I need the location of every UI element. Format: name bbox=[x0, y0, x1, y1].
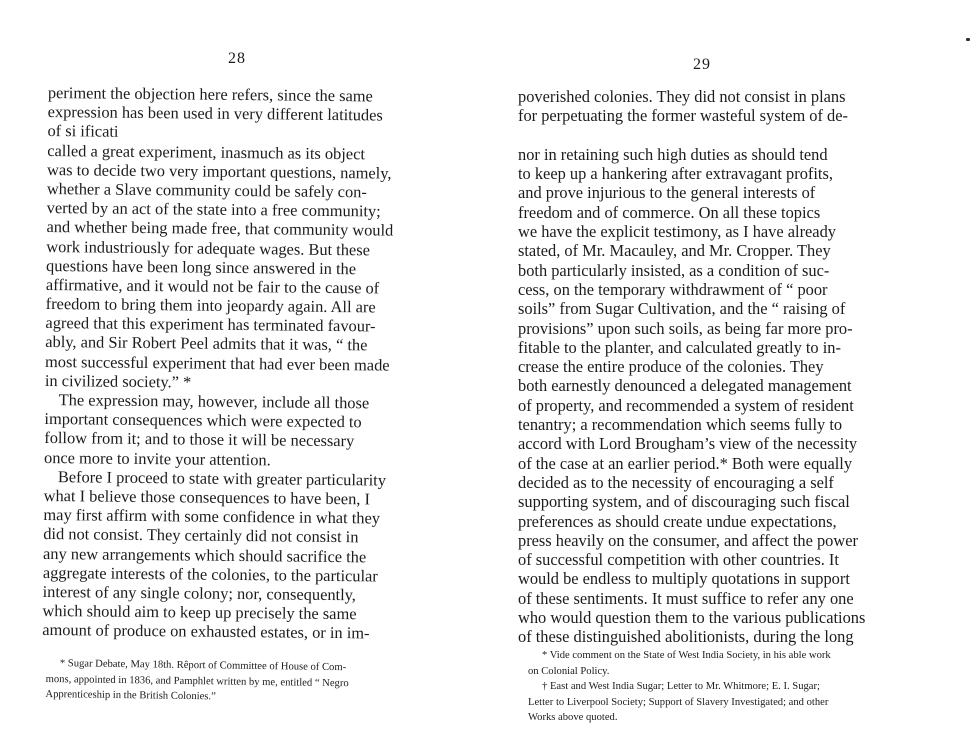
text-line: of these distinguished abolitionists, during the long bbox=[518, 627, 854, 647]
text-line: questions have been long since answered in the bbox=[45, 255, 357, 278]
text-line: supporting system, and of discouraging such fiscal bbox=[518, 492, 850, 512]
text-line: in civilized society.” * bbox=[44, 370, 192, 392]
text-line: work industriously for adequate wages. But these bbox=[46, 236, 371, 259]
text-line: of the case at an earlier period.* Both were equally bbox=[518, 453, 853, 473]
text-line: The expression may, however, include all those bbox=[58, 390, 370, 413]
text-line: follow from it; and to those it will be necessary bbox=[44, 428, 355, 451]
text-line: of successful competition with other countries. It bbox=[518, 550, 839, 570]
text-line: any new arrangements which should sacrifice the bbox=[42, 543, 367, 566]
footnote-line: on Colonial Policy. bbox=[528, 665, 610, 677]
footnotes bbox=[528, 648, 908, 726]
page-body bbox=[518, 87, 908, 647]
text-line: would be endless to multiply quotations in support bbox=[518, 569, 850, 589]
text-line: stated, of Mr. Macauley, and Mr. Cropper. They bbox=[518, 241, 831, 261]
text-line: both particularly insisted, as a condition of suc- bbox=[518, 260, 830, 280]
footnotes bbox=[45, 656, 426, 708]
text-line bbox=[518, 126, 908, 145]
text-line: once more to invite your attention. bbox=[43, 447, 271, 469]
text-line: of these sentiments. It must suffice to refer any one bbox=[518, 588, 854, 608]
text-line: which should aim to keep up precisely the same bbox=[42, 601, 357, 624]
footnote-line: Letter to Liverpool Society; Support of Slavery Investigated; and other bbox=[528, 696, 829, 708]
text-line: crease the entire produce of the colonies. They bbox=[518, 357, 824, 377]
text-line: freedom to bring them into jeopardy again. All are bbox=[45, 294, 376, 317]
text-line: accord with Lord Brougham’s view of the necessity bbox=[518, 434, 858, 454]
text-line: both earnestly denounced a delegated management bbox=[518, 376, 852, 396]
page-body bbox=[42, 83, 428, 643]
text-line: aggregate interests of the colonies, to the particular bbox=[42, 562, 378, 586]
text-line: interest of any single colony; nor, consequently, bbox=[42, 581, 357, 605]
footnote-line: † East and West India Sugar; Letter to Mr. Whitmore; E. I. Sugar; bbox=[542, 681, 820, 693]
text-line: did not consist. They certainly did not consist in bbox=[43, 524, 359, 547]
scan-speck bbox=[966, 38, 970, 41]
footnote-line: * Vide comment on the State of West India Society, in his able work bbox=[542, 650, 831, 661]
text-line: nor in retaining such high duties as should tend bbox=[518, 144, 828, 164]
text-line: press heavily on the consumer, and affect the power bbox=[518, 530, 858, 550]
text-line: periment the objection here refers, since the same bbox=[47, 83, 373, 106]
text-line: who would question them to the various publications bbox=[518, 608, 866, 628]
page-number: 28 bbox=[228, 50, 246, 67]
text-line: expression has been used in very different latitudes bbox=[47, 102, 383, 125]
text-line: and prove injurious to the general interests of bbox=[518, 183, 816, 203]
page-number: 29 bbox=[693, 56, 711, 73]
text-line: ably, and Sir Robert Peel admits that it was, “ the bbox=[45, 332, 368, 355]
text-line: we have the explicit testimony, as I have already bbox=[518, 222, 836, 242]
text-line: Before I proceed to state with greater particularity bbox=[57, 466, 387, 490]
footnote-line: Works above quoted. bbox=[528, 712, 618, 724]
text-line: for perpetuating the former wasteful system of de- bbox=[518, 106, 848, 126]
right-page bbox=[490, 0, 980, 750]
text-line: most successful experiment that had ever been made bbox=[44, 351, 390, 375]
text-line: whether a Slave community could be safely con- bbox=[46, 178, 367, 202]
text-line: affirmative, and it would not be fair to the cause of bbox=[45, 274, 380, 298]
text-line: decided as to the necessity of encouraging a self bbox=[518, 472, 834, 492]
text-line: what I believe those consequences to have been, I bbox=[43, 485, 371, 509]
text-line: important consequences which were expected to bbox=[44, 409, 362, 432]
text-line: cess, on the temporary withdrawment of “ poor bbox=[518, 279, 828, 299]
footnote-line: mons, appointed in 1836, and Pamphlet written by me, entitled “ Negro bbox=[45, 673, 349, 689]
text-line: of si ificati bbox=[47, 121, 119, 142]
footnote-line: Apprenticeship in the British Colonies.” bbox=[45, 689, 216, 703]
text-line: and whether being made free, that community would bbox=[46, 217, 394, 240]
text-line: poverished colonies. They did not consist in plans bbox=[518, 87, 846, 106]
text-line: tenantry; a recommendation which seems fully to bbox=[518, 415, 843, 435]
text-line: to keep up a hankering after extravagant profits, bbox=[518, 164, 833, 184]
text-line: amount of produce on exhausted estates, or in im- bbox=[42, 620, 370, 643]
text-line: called a great experiment, inasmuch as its object bbox=[47, 140, 366, 163]
text-line: agreed that this experiment has terminated favour- bbox=[45, 313, 376, 336]
text-line: may first affirm with some confidence in what they bbox=[43, 505, 381, 528]
text-line: preferences as should create undue expectations, bbox=[518, 511, 837, 531]
text-line: provisions” upon such soils, as being far more pro- bbox=[518, 318, 853, 338]
text-line: of property, and recommended a system of resident bbox=[518, 395, 854, 415]
footnote-line: * Sugar Debate, May 18th. Rȇport of Committee of House of Com- bbox=[59, 658, 347, 674]
text-line: verted by an act of the state into a free community; bbox=[46, 198, 381, 221]
text-line: soils” from Sugar Cultivation, and the “ raising of bbox=[518, 299, 846, 319]
text-line: fitable to the planter, and calculated greatly to in- bbox=[518, 337, 841, 357]
text-line: freedom and of commerce. On all these topics bbox=[518, 202, 821, 222]
text-line: was to decide two very important questions, namely, bbox=[46, 159, 392, 183]
left-page bbox=[0, 0, 470, 750]
